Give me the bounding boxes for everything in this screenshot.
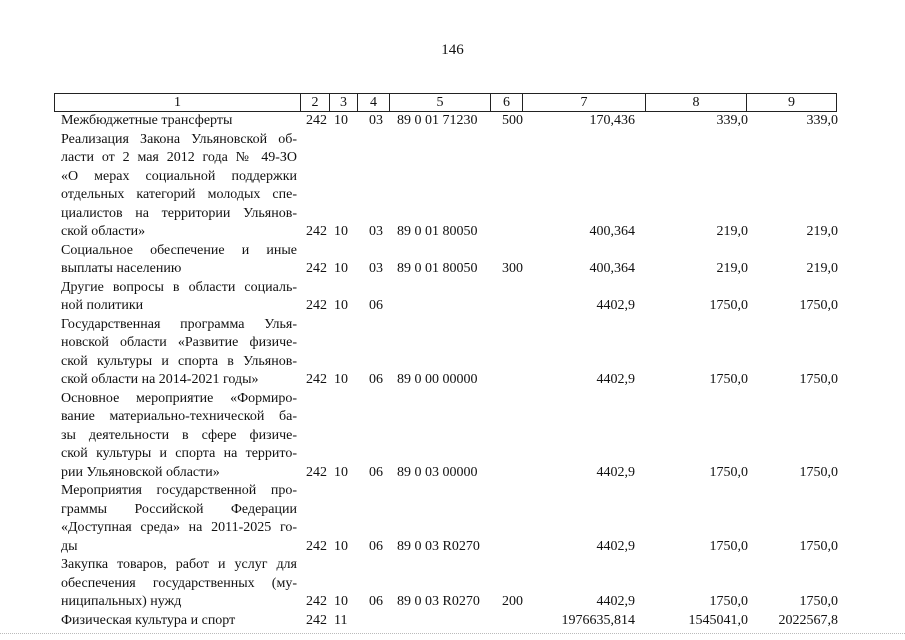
cell-c5: 89 0 01 80050 bbox=[397, 261, 478, 276]
description-line: выплаты населению bbox=[61, 261, 182, 276]
row-description bbox=[61, 242, 297, 279]
cell-c7: 400,364 bbox=[589, 224, 635, 239]
description-line: новской области «Развитие физиче- bbox=[61, 335, 297, 350]
cell-c9: 219,0 bbox=[806, 224, 838, 239]
header-col-9: 9 bbox=[788, 95, 795, 110]
table-row bbox=[0, 612, 905, 631]
cell-c9: 339,0 bbox=[806, 113, 838, 128]
description-line: ниципальных) нужд bbox=[61, 594, 182, 609]
description-line: Основное мероприятие «Формиро- bbox=[61, 390, 297, 406]
description-line: циалистов на территории Ульянов- bbox=[61, 205, 297, 221]
table-row bbox=[0, 316, 905, 390]
cell-c4: 06 bbox=[369, 372, 383, 387]
cell-c8: 1750,0 bbox=[709, 464, 748, 480]
row-description bbox=[61, 612, 297, 631]
description-line: Реализация Закона Ульяновской об- bbox=[61, 131, 297, 147]
cell-c8: 219,0 bbox=[716, 261, 748, 276]
description-line: обеспечения государственных (му- bbox=[61, 575, 297, 591]
cell-c5: 89 0 01 71230 bbox=[397, 113, 478, 128]
cell-c2: 242 bbox=[306, 464, 327, 480]
header-col-3: 3 bbox=[340, 95, 347, 110]
description-line: ской культуры и спорта в Ульянов- bbox=[61, 353, 297, 369]
row-description bbox=[61, 316, 297, 390]
description-line: «О мерах социальной поддержки bbox=[61, 168, 297, 184]
cell-c5: 89 0 03 R0270 bbox=[397, 538, 480, 554]
cell-c8: 1750,0 bbox=[709, 298, 748, 313]
cell-c5: 89 0 00 00000 bbox=[397, 372, 478, 387]
table-header bbox=[54, 93, 837, 112]
cell-c2: 242 bbox=[306, 612, 327, 628]
table-row bbox=[0, 482, 905, 556]
table-row bbox=[0, 556, 905, 612]
cell-c3: 10 bbox=[334, 538, 348, 554]
header-col-4: 4 bbox=[370, 95, 377, 110]
description-line: Закупка товаров, работ и услуг для bbox=[61, 557, 297, 572]
scan-edge-noise bbox=[0, 633, 905, 636]
cell-c3: 10 bbox=[334, 298, 348, 313]
cell-c4: 06 bbox=[369, 594, 383, 609]
cell-c8: 1750,0 bbox=[709, 594, 748, 609]
cell-c6: 300 bbox=[502, 261, 523, 276]
cell-c8: 1750,0 bbox=[709, 538, 748, 554]
cell-c2: 242 bbox=[306, 113, 327, 128]
header-col-7: 7 bbox=[580, 95, 588, 110]
description-line: ской области» bbox=[61, 224, 146, 239]
cell-c7: 170,436 bbox=[589, 113, 635, 128]
table-row bbox=[0, 112, 905, 131]
cell-c7: 400,364 bbox=[589, 261, 635, 276]
header-col-1: 1 bbox=[174, 95, 181, 110]
header-col-5: 5 bbox=[436, 95, 444, 110]
description-line: ласти от 2 мая 2012 года № 49-ЗО bbox=[61, 150, 297, 165]
cell-c5: 89 0 03 R0270 bbox=[397, 594, 480, 609]
cell-c3: 10 bbox=[334, 224, 348, 239]
cell-c7: 4402,9 bbox=[596, 538, 635, 554]
cell-c3: 10 bbox=[334, 372, 348, 387]
cell-c2: 242 bbox=[306, 372, 327, 387]
cell-c9: 1750,0 bbox=[799, 594, 838, 609]
description-line: ной политики bbox=[61, 298, 144, 313]
cell-c7: 1976635,814 bbox=[561, 612, 635, 628]
cell-c4: 06 bbox=[369, 298, 383, 313]
cell-c8: 339,0 bbox=[716, 113, 748, 128]
cell-c3: 10 bbox=[334, 594, 348, 609]
cell-c7: 4402,9 bbox=[596, 464, 635, 480]
cell-c9: 2022567,8 bbox=[778, 612, 838, 628]
description-line: Межбюджетные трансферты bbox=[61, 113, 233, 128]
row-description bbox=[61, 556, 297, 612]
cell-c6: 500 bbox=[502, 113, 523, 128]
description-line: вание материально-технической ба- bbox=[61, 409, 297, 424]
description-line: зы деятельности в сфере физиче- bbox=[61, 427, 297, 443]
header-col-8: 8 bbox=[692, 95, 700, 110]
cell-c8: 1750,0 bbox=[709, 372, 748, 387]
row-description bbox=[61, 279, 297, 316]
cell-c2: 242 bbox=[306, 538, 327, 554]
description-line: граммы Российской Федерации bbox=[61, 501, 297, 517]
cell-c7: 4402,9 bbox=[596, 372, 635, 387]
cell-c8: 1545041,0 bbox=[688, 612, 748, 628]
cell-c2: 242 bbox=[306, 224, 327, 239]
cell-c9: 1750,0 bbox=[799, 298, 838, 313]
cell-c4: 03 bbox=[369, 224, 383, 239]
header-col-6: 6 bbox=[503, 95, 510, 110]
row-description bbox=[61, 482, 297, 556]
description-line: Социальное обеспечение и иные bbox=[61, 242, 297, 258]
cell-c4: 06 bbox=[369, 538, 383, 554]
description-line: Другие вопросы в области социаль- bbox=[61, 279, 297, 295]
cell-c9: 1750,0 bbox=[799, 538, 838, 554]
description-line: ды bbox=[61, 538, 78, 554]
description-line: «Доступная среда» на 2011-2025 го- bbox=[61, 520, 297, 535]
description-line: Государственная программа Улья- bbox=[61, 316, 297, 332]
description-line: ской культуры и спорта на террито- bbox=[61, 446, 297, 461]
description-line: Физическая культура и спорт bbox=[61, 612, 236, 628]
table-row bbox=[0, 242, 905, 279]
description-line: рии Ульяновской области» bbox=[61, 464, 220, 480]
row-description bbox=[61, 112, 297, 131]
cell-c9: 219,0 bbox=[806, 261, 838, 276]
table-row bbox=[0, 390, 905, 483]
cell-c3: 10 bbox=[334, 113, 348, 128]
cell-c2: 242 bbox=[306, 261, 327, 276]
cell-c4: 03 bbox=[369, 113, 383, 128]
cell-c5: 89 0 03 00000 bbox=[397, 464, 478, 480]
cell-c7: 4402,9 bbox=[596, 594, 635, 609]
cell-c3: 10 bbox=[334, 464, 348, 480]
description-line: Мероприятия государственной про- bbox=[61, 483, 297, 498]
table-row bbox=[0, 279, 905, 316]
cell-c6: 200 bbox=[502, 594, 523, 609]
cell-c2: 242 bbox=[306, 298, 327, 313]
cell-c9: 1750,0 bbox=[799, 372, 838, 387]
row-description bbox=[61, 390, 297, 483]
cell-c4: 06 bbox=[369, 464, 383, 480]
header-col-2: 2 bbox=[311, 95, 319, 110]
cell-c7: 4402,9 bbox=[596, 298, 635, 313]
row-description bbox=[61, 131, 297, 242]
cell-c8: 219,0 bbox=[716, 224, 748, 239]
cell-c2: 242 bbox=[306, 594, 327, 609]
description-line: ской области на 2014-2021 годы» bbox=[61, 372, 259, 387]
table-row bbox=[0, 131, 905, 242]
page-number: 146 bbox=[441, 42, 464, 58]
cell-c9: 1750,0 bbox=[799, 464, 838, 480]
cell-c3: 11 bbox=[334, 612, 348, 628]
cell-c4: 03 bbox=[369, 261, 383, 276]
description-line: отдельных категорий молодых спе- bbox=[61, 187, 297, 202]
cell-c5: 89 0 01 80050 bbox=[397, 224, 478, 239]
cell-c3: 10 bbox=[334, 261, 348, 276]
